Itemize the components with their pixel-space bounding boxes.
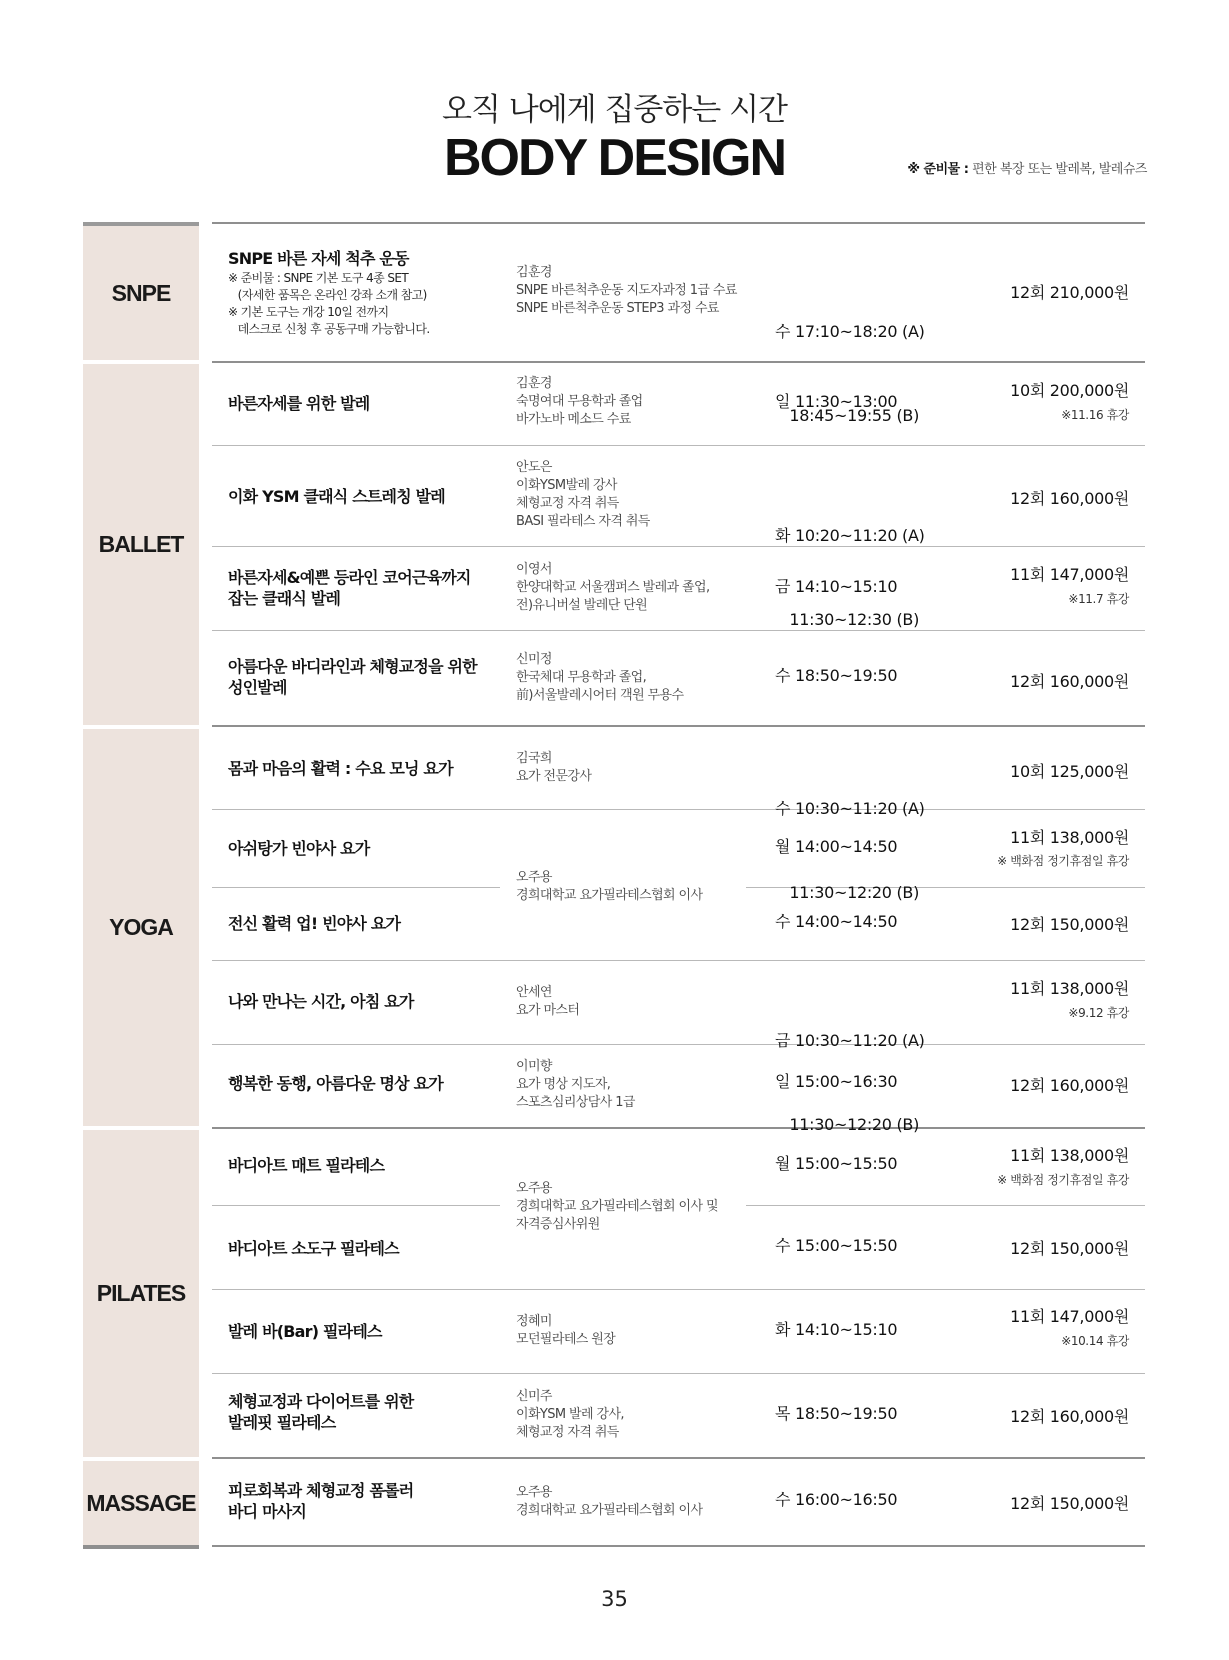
- instructor-career: 이화YSM 발레 강사,: [516, 1407, 624, 1422]
- instructor-name: 김국희: [516, 751, 552, 766]
- course-price: 12회 160,000원: [1010, 1076, 1129, 1095]
- instructor-career: 숙명여대 무용학과 졸업: [516, 394, 643, 409]
- course-row: [212, 1459, 1145, 1545]
- instructor-career: 자격증심사위원: [516, 1217, 600, 1232]
- time-slot: 금 10:30~11:20 (A): [775, 1031, 925, 1050]
- instructor-name: 오주용: [516, 1181, 552, 1196]
- time-slot: 11:30~12:20 (B): [775, 1115, 920, 1134]
- course-time: 월 14:00~14:50: [775, 837, 898, 856]
- course-name-line: 발레핏 필라테스: [228, 1413, 336, 1432]
- course-price: 12회 150,000원: [1010, 1239, 1129, 1258]
- instructor-name: 정혜미: [516, 1314, 552, 1329]
- course-price: 12회 150,000원: [1010, 915, 1129, 934]
- course-name: [228, 656, 477, 698]
- time-slot: 18:45~19:55 (B): [775, 406, 920, 425]
- instructor-career: 전)유니버설 발레단 단원: [516, 598, 648, 613]
- instructor-career: 경희대학교 요가필라테스협회 이사: [516, 1503, 703, 1518]
- course-price: 11회 138,000원: [1010, 828, 1129, 847]
- course-row: [212, 888, 1145, 960]
- instructor-career: SNPE 바른척추운동 지도자과정 1급 수료: [516, 283, 737, 298]
- category-bottom-bar: [83, 1545, 199, 1549]
- table-bottom-line: [212, 1545, 1145, 1547]
- instructor-name: 김훈경: [516, 265, 552, 280]
- instructor-info: [516, 264, 737, 318]
- course-note: (자세한 품목은 온라인 강좌 소개 참고): [228, 288, 427, 302]
- course-time: 수 15:00~15:50: [775, 1236, 898, 1255]
- course-price: 12회 160,000원: [1010, 672, 1129, 691]
- course-name-line: 바른자세&예쁜 등라인 코어근육까지: [228, 568, 471, 587]
- course-name: 바디아트 매트 필라테스: [228, 1156, 385, 1175]
- course-price: 12회 150,000원: [1010, 1494, 1129, 1513]
- course-price: 10회 200,000원: [1010, 381, 1129, 400]
- instructor-info: [516, 1313, 615, 1349]
- course-price: 11회 147,000원: [1010, 1307, 1129, 1326]
- instructor-info: [516, 1388, 624, 1442]
- course-price: 10회 125,000원: [1010, 762, 1129, 781]
- instructor-name: 신미정: [516, 652, 552, 667]
- instructor-name: 이영서: [516, 562, 552, 577]
- course-name: [228, 1391, 413, 1433]
- course-name: [228, 1480, 413, 1522]
- instructor-name: 안도은: [516, 460, 552, 475]
- course-time: 월 15:00~15:50: [775, 1154, 898, 1173]
- instructor-info: [516, 1484, 702, 1520]
- course-time: 일 11:30~13:00: [775, 392, 898, 411]
- course-note: ※ 기본 도구는 개강 10일 전까지: [228, 305, 389, 319]
- instructor-info: [516, 375, 643, 429]
- instructor-career: 스포츠심리상담사 1급: [516, 1095, 635, 1110]
- course-name-line: 잡는 클래식 발레: [228, 589, 341, 608]
- instructor-name: 김훈경: [516, 376, 552, 391]
- instructor-name: 오주용: [516, 870, 552, 885]
- time-slot: 수 10:30~11:20 (A): [775, 799, 925, 818]
- course-time: 목 18:50~19:50: [775, 1404, 898, 1423]
- course-name: 바디아트 소도구 필라테스: [228, 1239, 399, 1258]
- course-row: [212, 1206, 1145, 1289]
- preparation-label: ※ 준비물 :: [907, 162, 969, 177]
- course-name: 아쉬탕가 빈야사 요가: [228, 839, 370, 858]
- instructor-info: [516, 651, 683, 705]
- course-name-line: 체형교정과 다이어트를 위한: [228, 1392, 414, 1411]
- course-price: 11회 147,000원: [1010, 565, 1129, 584]
- page-title: BODY DESIGN: [443, 129, 786, 187]
- course-row: [212, 631, 1145, 725]
- instructor-name: 안세연: [516, 985, 552, 1000]
- course-name-line: 바디 마사지: [228, 1502, 307, 1521]
- instructor-name: 이미향: [516, 1059, 552, 1074]
- instructor-info: [516, 561, 710, 615]
- course-time: 화 14:10~15:10: [775, 1320, 898, 1339]
- course-row: [212, 1290, 1145, 1373]
- instructor-career: SNPE 바른척추운동 STEP3 과정 수료: [516, 301, 719, 316]
- price-note: ※ 백화점 정기휴점일 휴강: [997, 854, 1129, 868]
- course-name: 전신 활력 업! 빈야사 요가: [228, 914, 401, 933]
- course-price: 11회 138,000원: [1010, 1146, 1129, 1165]
- course-name-line: 성인발레: [228, 678, 287, 697]
- price-note: ※11.16 휴강: [1061, 408, 1129, 422]
- course-name: 이화 YSM 클래식 스트레칭 발레: [228, 487, 445, 506]
- instructor-info: [516, 984, 579, 1020]
- instructor-career: 이화YSM발레 강사: [516, 478, 617, 493]
- instructor-career: 체형교정 자격 취득: [516, 1425, 619, 1440]
- time-slot: 11:30~12:30 (B): [775, 610, 920, 629]
- price-note: ※11.7 휴강: [1068, 592, 1129, 606]
- course-price: 12회 160,000원: [1010, 1407, 1129, 1426]
- time-slot: 수 17:10~18:20 (A): [775, 322, 925, 341]
- course-row: [212, 1129, 1145, 1232]
- instructor-career: 경희대학교 요가필라테스협회 이사: [516, 888, 703, 903]
- course-time: 수 14:00~14:50: [775, 912, 898, 931]
- course-note: 데스크로 신청 후 공동구매 가능합니다.: [228, 322, 430, 336]
- category-ballet: BALLET: [83, 364, 199, 725]
- course-row: [212, 1374, 1145, 1457]
- instructor-name: 오주용: [516, 1485, 552, 1500]
- course-name: 바른자세를 위한 발레: [228, 394, 370, 413]
- preparation-note: [907, 158, 1147, 177]
- course-name-line: 아름다운 바디라인과 체형교정을 위한: [228, 657, 477, 676]
- course-name: 발레 바(Bar) 필라테스: [228, 1322, 382, 1341]
- course-name: 나와 만나는 시간, 아침 요가: [228, 992, 414, 1011]
- course-time: 수 18:50~19:50: [775, 666, 898, 685]
- course-price: 12회 160,000원: [1010, 489, 1129, 508]
- instructor-career: 바가노바 메소드 수료: [516, 412, 631, 427]
- instructor-career: 모던필라테스 원장: [516, 1332, 616, 1347]
- course-name: 몸과 마음의 활력 : 수요 모닝 요가: [228, 759, 453, 778]
- instructor-info: [516, 1058, 635, 1112]
- instructor-info: [516, 750, 591, 786]
- price-note: ※9.12 휴강: [1068, 1006, 1129, 1020]
- instructor-career: 요가 전문강사: [516, 769, 592, 784]
- category-snpe: SNPE: [83, 226, 199, 360]
- course-name-line: 피로회복과 체형교정 폼롤러: [228, 1481, 414, 1500]
- price-note: ※ 백화점 정기휴점일 휴강: [997, 1173, 1129, 1187]
- instructor-career: 한국체대 무용학과 졸업,: [516, 670, 647, 685]
- course-name: [228, 567, 471, 609]
- instructor-career: 요가 마스터: [516, 1003, 580, 1018]
- instructor-info: [516, 459, 650, 531]
- time-slot: 화 10:20~11:20 (A): [775, 526, 925, 545]
- category-yoga: YOGA: [83, 729, 199, 1126]
- course-time: 수 16:00~16:50: [775, 1490, 898, 1509]
- instructor-career: BASI 필라테스 자격 취득: [516, 514, 650, 529]
- instructor-career: 前)서울발레시어터 객원 무용수: [516, 688, 684, 703]
- instructor-career: 한양대학교 서울캠퍼스 발레과 졸업,: [516, 580, 710, 595]
- course-name: SNPE 바른 자세 척추 운동: [228, 249, 409, 268]
- course-time: 일 15:00~16:30: [775, 1072, 898, 1091]
- course-price: 12회 210,000원: [1010, 283, 1129, 302]
- course-row: [212, 547, 1145, 630]
- preparation-text: 편한 복장 또는 발레복, 발레슈즈: [968, 162, 1147, 177]
- course-price: 11회 138,000원: [1010, 979, 1129, 998]
- instructor-career: 체형교정 자격 취득: [516, 496, 619, 511]
- instructor-career: 요가 명상 지도자,: [516, 1077, 611, 1092]
- course-row: [212, 363, 1145, 445]
- course-name: 행복한 동행, 아름다운 명상 요가: [228, 1074, 443, 1093]
- course-time: 금 14:10~15:10: [775, 577, 898, 596]
- category-massage: MASSAGE: [83, 1461, 199, 1545]
- price-note: ※10.14 휴강: [1061, 1334, 1129, 1348]
- instructor-career: 경희대학교 요가필라테스협회 이사 및: [516, 1199, 718, 1214]
- time-slot: 11:30~12:20 (B): [775, 883, 920, 902]
- course-row: [212, 1045, 1145, 1127]
- page-subtitle: 오직 나에게 집중하는 시간: [442, 92, 787, 128]
- instructor-name: 신미주: [516, 1389, 552, 1404]
- category-pilates: PILATES: [83, 1130, 199, 1457]
- page-number: 35: [601, 1587, 628, 1611]
- course-note: ※ 준비물 : SNPE 기본 도구 4종 SET: [228, 271, 409, 285]
